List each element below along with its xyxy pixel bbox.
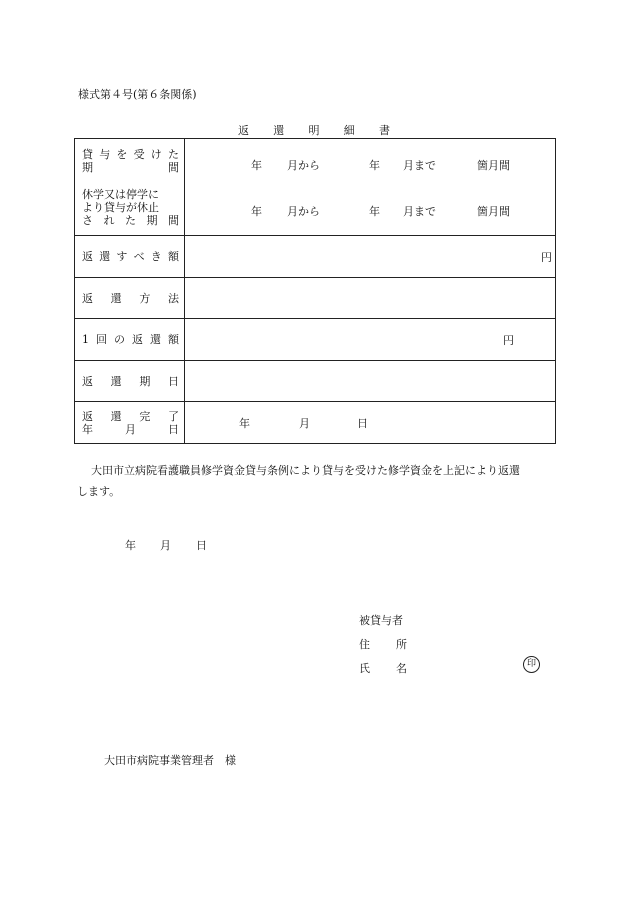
table-row-due-date — [75, 361, 556, 402]
table-row-installment — [75, 319, 556, 361]
loan-month-to: 月まで — [403, 159, 436, 172]
date-month: 月 — [160, 539, 171, 552]
suspension-month-from: 月から — [287, 205, 320, 218]
label-method: 返 還 方 法 — [75, 278, 185, 319]
loan-months: 箇月間 — [477, 159, 510, 172]
suspension-months: 箇月間 — [477, 205, 510, 218]
date-year: 年 — [125, 539, 136, 552]
loan-year: 年 — [251, 159, 262, 172]
body-text-line-1: 大田市立病院看護職員修学資金貸与条例により貸与を受けた修学資金を上記により返還 — [91, 464, 520, 477]
borrower-address-label-1: 住 — [359, 638, 370, 651]
date-day: 日 — [196, 539, 207, 552]
installment-unit: 円 — [503, 334, 514, 347]
label-installment: 1 回 の 返 還 額 — [75, 319, 185, 361]
suspension-year-2: 年 — [369, 205, 380, 218]
label-amount-due: 返 還 す べ き 額 — [75, 236, 185, 278]
borrower-name-label-2: 名 — [396, 662, 407, 675]
table-row-periods — [75, 139, 556, 236]
completion-day: 日 — [357, 417, 368, 430]
value-installment — [185, 319, 556, 361]
table-row-method — [75, 278, 556, 319]
value-method — [185, 278, 556, 319]
value-due-date — [185, 361, 556, 402]
value-periods — [185, 139, 556, 236]
table-row-amount-due — [75, 236, 556, 278]
borrower-name-label-1: 氏 — [359, 662, 370, 675]
borrower-address-label-2: 所 — [396, 638, 407, 651]
value-amount-due — [185, 236, 556, 278]
loan-month-from: 月から — [287, 159, 320, 172]
value-completion — [185, 402, 556, 444]
completion-year: 年 — [239, 417, 250, 430]
suspension-year: 年 — [251, 205, 262, 218]
suspension-month-to: 月まで — [403, 205, 436, 218]
label-completion: 返 還 完 了 年 月 日 — [75, 402, 185, 444]
loan-year-2: 年 — [369, 159, 380, 172]
amount-due-unit: 円 — [541, 251, 552, 264]
form-title: 返 還 明 細 書 — [238, 124, 390, 137]
seal-mark: 印 — [523, 656, 540, 673]
label-suspension-period: 休学又は停学に より貸与が休止 さ れ た 期 間 — [82, 187, 179, 227]
label-due-date: 返 還 期 日 — [75, 361, 185, 402]
addressee: 大田市病院事業管理者 様 — [104, 754, 236, 767]
label-periods — [75, 139, 185, 236]
form-number: 様式第４号(第６条関係) — [78, 88, 197, 101]
table-row-completion — [75, 402, 556, 444]
body-text-line-2: します。 — [77, 485, 121, 498]
borrower-heading: 被貸与者 — [359, 614, 403, 627]
label-loan-period: 貸 与 を 受 け た 期 間 — [82, 147, 179, 174]
repayment-table — [74, 138, 556, 444]
completion-month: 月 — [299, 417, 310, 430]
